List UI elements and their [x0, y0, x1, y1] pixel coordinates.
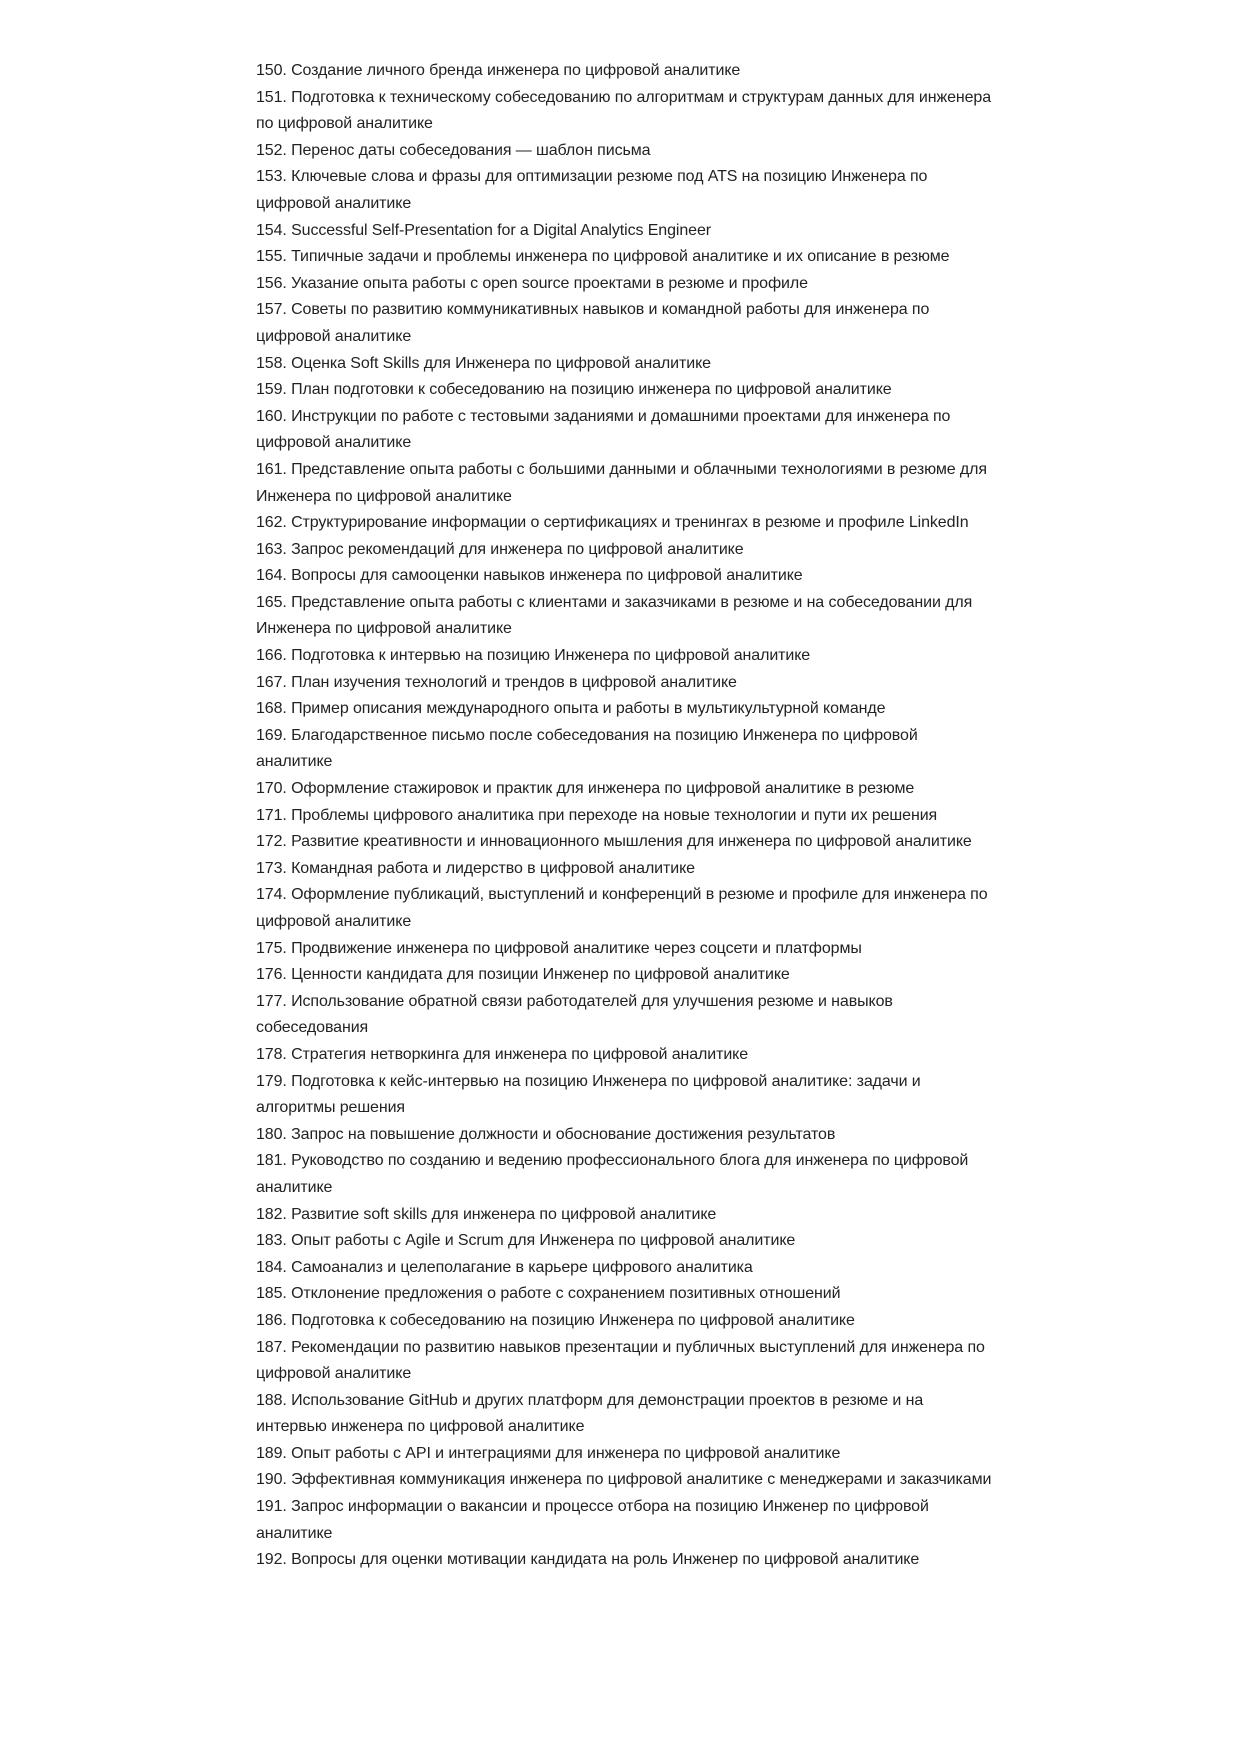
list-item: 185. Отклонение предложения о работе с сохранением позитивных отношений — [256, 1285, 841, 1303]
list-item: 164. Вопросы для самооценки навыков инженера по цифровой аналитике — [256, 567, 803, 585]
list-item: 171. Проблемы цифрового аналитика при переходе на новые технологии и пути их решения — [256, 806, 938, 824]
list-item: 173. Командная работа и лидерство в цифровой аналитике — [256, 859, 695, 877]
list-item: 155. Типичные задачи и проблемы инженера по цифровой аналитике и их описание в резюме — [256, 248, 950, 266]
list-item: 153. Ключевые слова и фразы для оптимизации резюме под ATS на позицию Инженера по цифровой аналитике — [256, 168, 928, 212]
list-item: 166. Подготовка к интервью на позицию Инженера по цифровой аналитике — [256, 647, 811, 665]
list-item: 174. Оформление публикаций, выступлений и конференций в резюме и профиле для инженера по цифровой аналитике — [256, 886, 988, 930]
list-item: 151. Подготовка к техническому собеседованию по алгоритмам и структурам данных для инженера по цифровой аналитике — [256, 88, 992, 133]
list-item: 162. Структурирование информации о сертификациях и тренингах в резюме и профиле LinkedIn — [256, 514, 969, 532]
list-item: 176. Ценности кандидата для позиции Инженер по цифровой аналитике — [256, 966, 790, 984]
list-item: 160. Инструкции по работе с тестовыми заданиями и домашними проектами для инженера по цифровой аналитике — [256, 407, 951, 452]
list-item: 165. Представление опыта работы с клиентами и заказчиками в резюме и на собеседовании для Инженера по цифровой аналитике — [256, 593, 973, 638]
list-item: 159. План подготовки к собеседованию на позицию инженера по цифровой аналитике — [256, 381, 892, 399]
list-item: 192. Вопросы для оценки мотивации кандидата на роль Инженер по цифровой аналитике — [256, 1551, 920, 1569]
list-item: 191. Запрос информации о вакансии и процессе отбора на позицию Инженер по цифровой аналитике — [256, 1498, 929, 1542]
list-item: 184. Самоанализ и целеполагание в карьере цифрового аналитика — [256, 1258, 753, 1276]
list-item: 170. Оформление стажировок и практик для инженера по цифровой аналитике в резюме — [256, 780, 915, 798]
list-item: 169. Благодарственное письмо после собеседования на позицию Инженера по цифровой аналитике — [256, 726, 918, 771]
list-item: 150. Создание личного бренда инженера по цифровой аналитике — [256, 62, 741, 79]
list-item: 186. Подготовка к собеседованию на позицию Инженера по цифровой аналитике — [256, 1311, 855, 1329]
list-item: 183. Опыт работы с Agile и Scrum для Инженера по цифровой аналитике — [256, 1232, 796, 1250]
list-item: 177. Использование обратной связи работодателей для улучшения резюме и навыков собеседования — [256, 992, 893, 1037]
list-item: 161. Представление опыта работы с большими данными и облачными технологиями в резюме для Инженера по цифровой аналитике — [256, 460, 987, 505]
list-item: 168. Пример описания международного опыта и работы в мультикультурной команде — [256, 700, 886, 718]
document-page — [256, 58, 996, 1574]
list-item: 178. Стратегия нетворкинга для инженера по цифровой аналитике — [256, 1045, 749, 1063]
list-item: 163. Запрос рекомендаций для инженера по цифровой аналитике — [256, 540, 744, 558]
list-item: 180. Запрос на повышение должности и обоснование достижения результатов — [256, 1125, 836, 1143]
list-item: 175. Продвижение инженера по цифровой аналитике через соцсети и платформы — [256, 939, 862, 957]
list-item: 181. Руководство по созданию и ведению профессионального блога для инженера по цифровой аналитике — [256, 1152, 969, 1196]
list-item: 167. План изучения технологий и трендов в цифровой аналитике — [256, 673, 737, 691]
list-item: 172. Развитие креативности и инновационного мышления для инженера по цифровой аналитике — [256, 833, 972, 851]
list-item: 152. Перенос даты собеседования — шаблон письма — [256, 141, 651, 159]
list-item: 182. Развитие soft skills для инженера по цифровой аналитике — [256, 1205, 717, 1223]
list-item: 158. Оценка Soft Skills для Инженера по цифровой аналитике — [256, 354, 711, 372]
list-item: 190. Эффективная коммуникация инженера по цифровой аналитике с менеджерами и заказчиками — [256, 1471, 992, 1489]
article-list — [256, 58, 996, 1574]
list-item: 179. Подготовка к кейс-интервью на позицию Инженера по цифровой аналитике: задачи и алгоритмы решения — [256, 1072, 921, 1117]
list-item: 154. Successful Self-Presentation for a Digital Analytics Engineer — [256, 221, 711, 239]
list-item: 189. Опыт работы с API и интеграциями для инженера по цифровой аналитике — [256, 1444, 841, 1462]
list-item: 156. Указание опыта работы с open source проектами в резюме и профиле — [256, 274, 808, 292]
list-item: 188. Использование GitHub и других платформ для демонстрации проектов в резюме и на интервью инженера по цифровой аналитике — [256, 1391, 924, 1436]
list-item: 157. Советы по развитию коммуникативных навыков и командной работы для инженера по цифровой аналитике — [256, 301, 930, 345]
list-item: 187. Рекомендации по развитию навыков презентации и публичных выступлений для инженера по цифровой аналитике — [256, 1338, 985, 1383]
